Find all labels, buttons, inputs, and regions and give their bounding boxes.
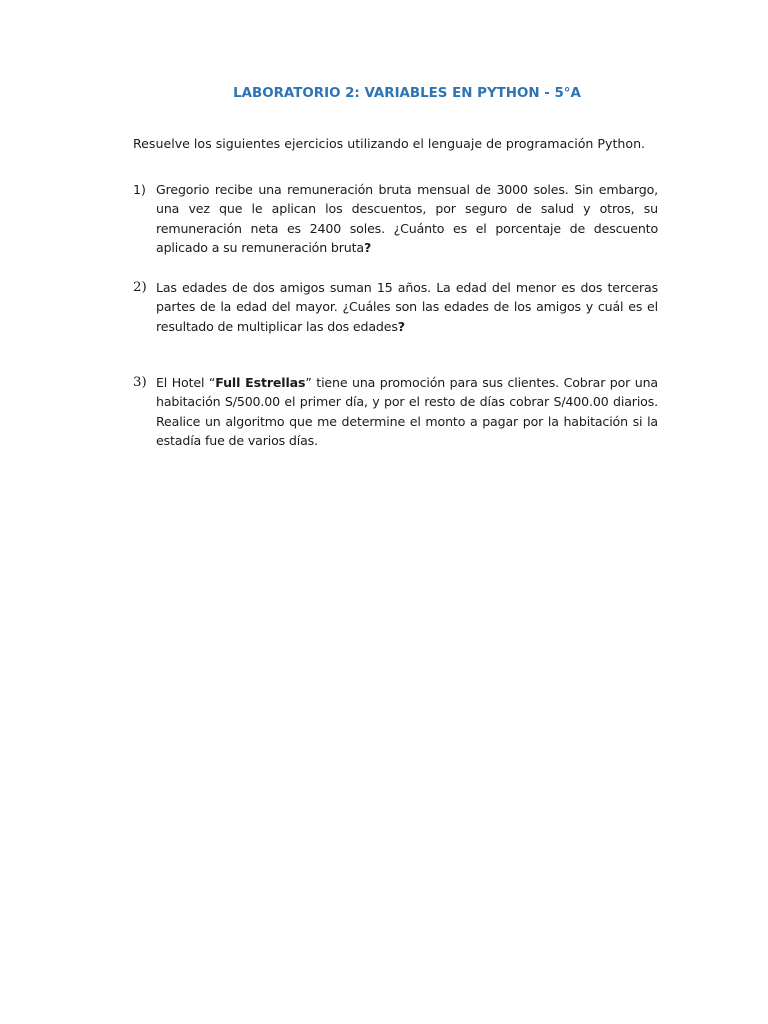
exercise-1 [133, 180, 658, 258]
exercise-1-text [156, 180, 658, 258]
exercise-3-body-end: ” tiene una promoción para sus clientes. Cobrar por una habitación S/500.00 el primer día, y por el resto de días cobrar S/400.00 diarios. Realice un algoritmo que me determine el monto a pagar por la habitación si la estadía fue de varios días. [156, 375, 659, 449]
exercise-3-text [156, 373, 658, 451]
exercise-2 [133, 278, 658, 336]
exercise-2-body: Las edades de dos amigos suman 15 años. La edad del menor es dos terceras partes de la edad del mayor. ¿Cuáles son las edades de los amigos y cuál es el resultado de multiplicar las dos edades [156, 280, 658, 334]
hotel-name: Full Estrellas [215, 375, 306, 390]
exercise-1-body: Gregorio recibe una remuneración bruta mensual de 3000 soles. Sin embargo, una vez que le aplican los descuentos, por seguro de salud y otros, su remuneración neta es 2400 soles. ¿Cuánto es el porcentaje de descuento aplicado a su remuneración bruta [156, 182, 658, 256]
exercise-2-question-mark: ? [397, 318, 405, 334]
document-title: LABORATORIO 2: VARIABLES EN PYTHON - 5°A [233, 86, 581, 101]
exercise-1-question-mark: ? [363, 240, 372, 256]
exercise-2-text [156, 278, 658, 336]
exercise-1-number: 1) [133, 182, 146, 197]
exercise-3 [133, 373, 658, 451]
exercise-3-number: 3) [133, 375, 147, 390]
exercise-2-number: 2) [133, 280, 147, 295]
instructions-text: Resuelve los siguientes ejercicios utilizando el lenguaje de programación Python. [133, 136, 646, 151]
exercise-3-body-start: El Hotel “ [156, 375, 216, 390]
